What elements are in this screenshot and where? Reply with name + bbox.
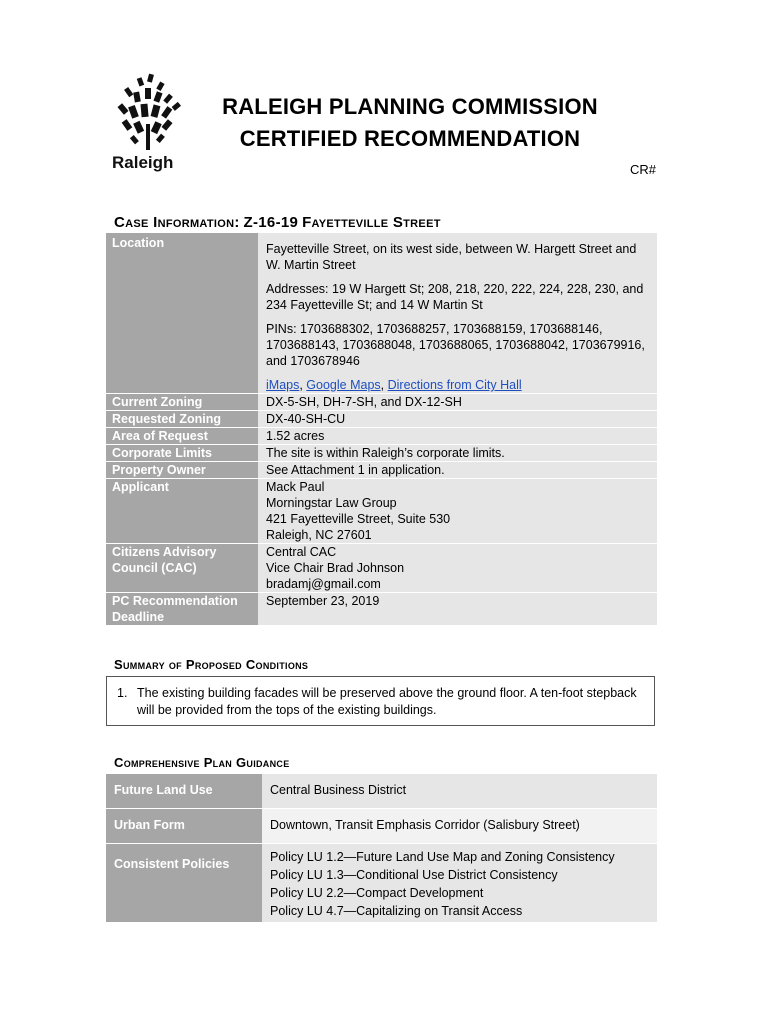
area-label: Area of Request — [106, 428, 258, 445]
table-row — [106, 809, 657, 844]
current-zoning-label: Current Zoning — [106, 394, 258, 411]
property-owner-value: See Attachment 1 in application. — [258, 462, 657, 479]
case-heading-name: Fayetteville Street — [302, 214, 441, 231]
case-information-table — [106, 233, 657, 625]
case-heading-number: Z-16-19 — [243, 214, 299, 231]
pc-deadline-value: September 23, 2019 — [258, 593, 657, 626]
cac-label: Citizens Advisory Council (CAC) — [106, 544, 258, 593]
area-value: 1.52 acres — [258, 428, 657, 445]
summary-box — [106, 676, 655, 726]
directions-link[interactable]: Directions from City Hall — [387, 378, 522, 392]
current-zoning-value: DX-5-SH, DH-7-SH, and DX-12-SH — [258, 394, 657, 411]
applicant-value — [258, 479, 657, 544]
policy-item: Policy LU 2.2—Compact Development — [270, 886, 484, 900]
future-land-use-label: Future Land Use — [106, 774, 262, 809]
summary-heading: Summary of Proposed Conditions — [114, 657, 309, 672]
link-separator: , — [380, 378, 388, 392]
location-pins: PINs: 1703688302, 1703688257, 1703688159, 1703688146, 1703688143, 1703688048, 1703688065, 1703688042, 1703679916, and 1703678946 — [266, 322, 645, 368]
table-row — [106, 445, 657, 462]
policy-item: Policy LU 1.2—Future Land Use Map and Zoning Consistency — [270, 850, 615, 864]
consistent-policies-label: Consistent Policies — [106, 844, 262, 923]
table-row — [106, 479, 657, 544]
google-maps-link[interactable]: Google Maps — [306, 378, 381, 392]
table-row — [106, 233, 657, 394]
future-land-use-value: Central Business District — [262, 774, 657, 809]
applicant-line: 421 Fayetteville Street, Suite 530 — [266, 512, 451, 526]
corporate-limits-label: Corporate Limits — [106, 445, 258, 462]
table-row — [106, 774, 657, 809]
policy-item: Policy LU 1.3—Conditional Use District Consistency — [270, 868, 558, 882]
summary-item-text: The existing building facades will be preserved above the ground floor. A ten-foot stepback will be provided from the tops of the existing buildings. — [137, 686, 637, 717]
cac-value — [258, 544, 657, 593]
cac-email: bradamj@gmail.com — [266, 577, 381, 591]
table-row — [106, 462, 657, 479]
consistent-policies-value — [262, 844, 657, 923]
location-addresses: Addresses: 19 W Hargett St; 208, 218, 220, 222, 224, 228, 230, and 234 Fayetteville St; and 14 W Martin St — [266, 282, 644, 312]
link-separator: , — [299, 378, 307, 392]
property-owner-label: Property Owner — [106, 462, 258, 479]
page-title-line2: CERTIFIED RECOMMENDATION — [239, 126, 581, 151]
location-value — [258, 233, 657, 394]
page-title-line1: RALEIGH PLANNING COMMISSION — [222, 94, 598, 119]
comprehensive-plan-table — [106, 774, 657, 922]
table-row — [106, 411, 657, 428]
cac-line: Central CAC — [266, 545, 337, 559]
requested-zoning-label: Requested Zoning — [106, 411, 258, 428]
table-row — [106, 844, 657, 923]
table-row — [106, 593, 657, 626]
location-label: Location — [106, 233, 258, 394]
location-description: Fayetteville Street, on its west side, between W. Hargett Street and W. Martin Street — [266, 242, 637, 272]
table-row — [106, 544, 657, 593]
case-information-heading — [114, 214, 441, 231]
requested-zoning-value: DX-40-SH-CU — [258, 411, 657, 428]
table-row — [106, 428, 657, 445]
comprehensive-plan-heading: Comprehensive Plan Guidance — [114, 755, 290, 770]
applicant-label: Applicant — [106, 479, 258, 544]
cr-number-label: CR# — [629, 162, 656, 177]
cac-line: Vice Chair Brad Johnson — [266, 561, 405, 575]
table-row — [106, 394, 657, 411]
applicant-line: Mack Paul — [266, 480, 325, 494]
location-links — [266, 377, 649, 393]
case-heading-prefix: Case Information: — [114, 214, 240, 231]
applicant-line: Raleigh, NC 27601 — [266, 528, 372, 542]
applicant-line: Morningstar Law Group — [266, 496, 397, 510]
policy-item: Policy LU 4.7—Capitalizing on Transit Access — [270, 904, 523, 918]
summary-item-number: 1. — [117, 686, 128, 700]
corporate-limits-value: The site is within Raleigh’s corporate limits. — [258, 445, 657, 462]
urban-form-value: Downtown, Transit Emphasis Corridor (Salisbury Street) — [262, 809, 657, 844]
pc-deadline-label: PC Recommendation Deadline — [106, 593, 258, 626]
logo-text: Raleigh — [112, 153, 174, 172]
imaps-link[interactable]: iMaps — [266, 378, 300, 392]
urban-form-label: Urban Form — [106, 809, 262, 844]
